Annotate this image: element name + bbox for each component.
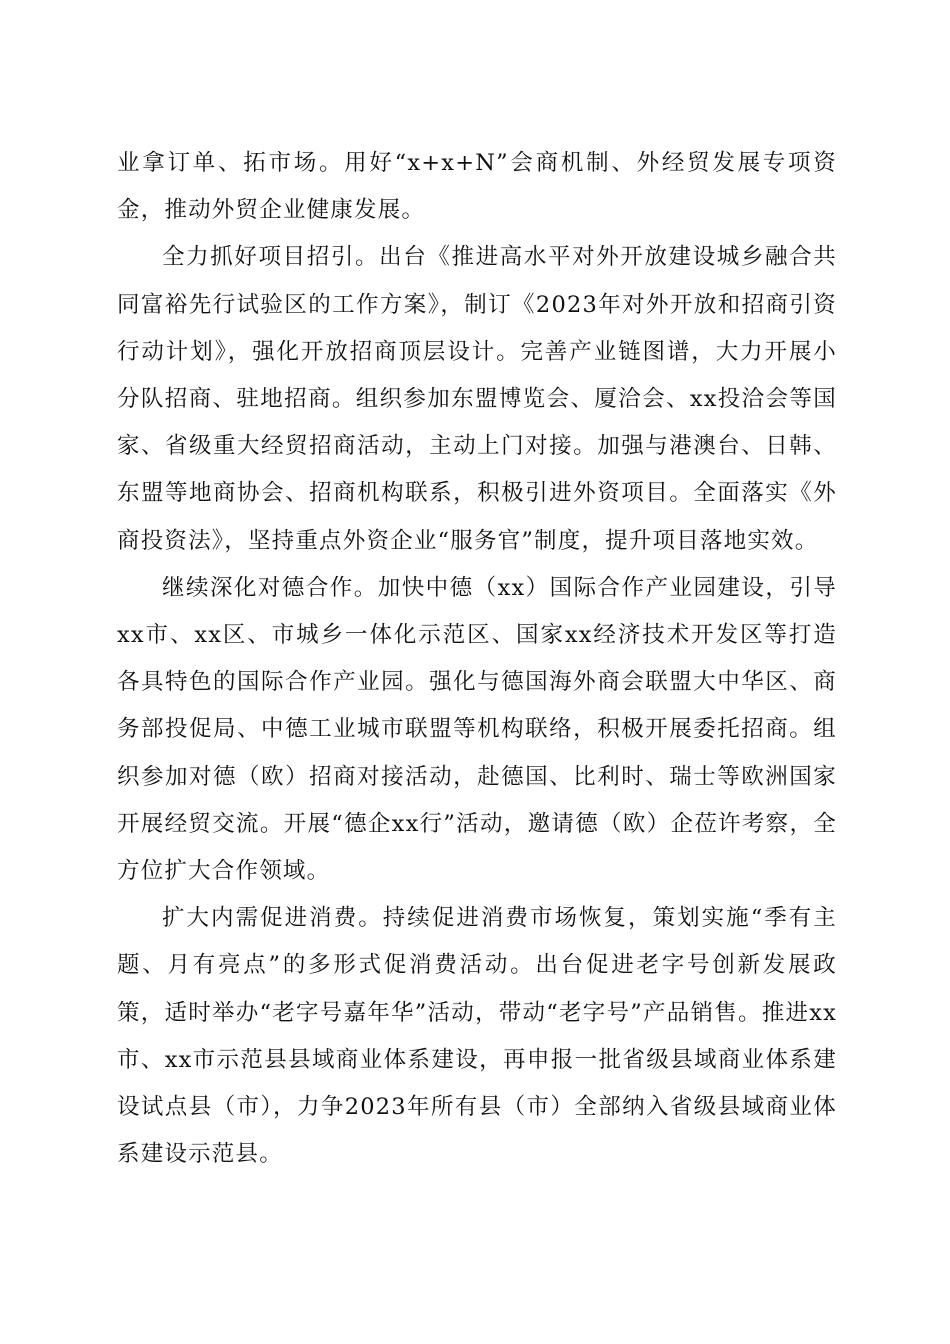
paragraph-germany-cooperation: 继续深化对德合作。加快中德（xx）国际合作产业园建设，引导xx市、xx区、市城乡一体化示范区、国家xx经济技术开发区等打造各具特色的国际合作产业园。强化与德国海外商会联盟大中华区、商务部投促局、中德工业城市联盟等机构联络，积极开展委托招商。组织参加对德（欧）招商对接活动，赴德国、比利时、瑞士等欧洲国家开展经贸交流。开展“德企xx行”活动，邀请德（欧）企莅许考察，全方位扩大合作领域。 [117,574,837,885]
paragraph-project-attraction: 全力抓好项目招引。出台《推进高水平对外开放建设城乡融合共同富裕先行试验区的工作方案》，制订《2023年对外开放和招商引资行动计划》，强化开放招商顶层设计。完善产业链图谱，大力开展小分队招商、驻地招商。组织参加东盟博览会、厦洽会、xx投洽会等国家、省级重大经贸招商活动，主动上门对接。加强与港澳台、日韩、东盟等地商协会、招商机构联系，积极引进外资项目。全面落实《外商投资法》，坚持重点外资企业“服务官”制度，提升项目落地实效。 [117,244,837,554]
document-body [117,140,837,1178]
paragraph-continuation: 业拿订单、拓市场。用好“x+x+N”会商机制、外经贸发展专项资金，推动外贸企业健康发展。 [117,150,837,224]
paragraph-consumption: 扩大内需促进消费。持续促进消费市场恢复，策划实施“季有主题、月有亮点”的多形式促消费活动。出台促进老字号创新发展政策，适时举办“老字号嘉年华”活动，带动“老字号”产品销售。推进xx市、xx市示范县县域商业体系建设，再申报一批省级县域商业体系建设试点县（市），力争2023年所有县（市）全部纳入省级县域商业体系建设示范县。 [117,905,837,1168]
